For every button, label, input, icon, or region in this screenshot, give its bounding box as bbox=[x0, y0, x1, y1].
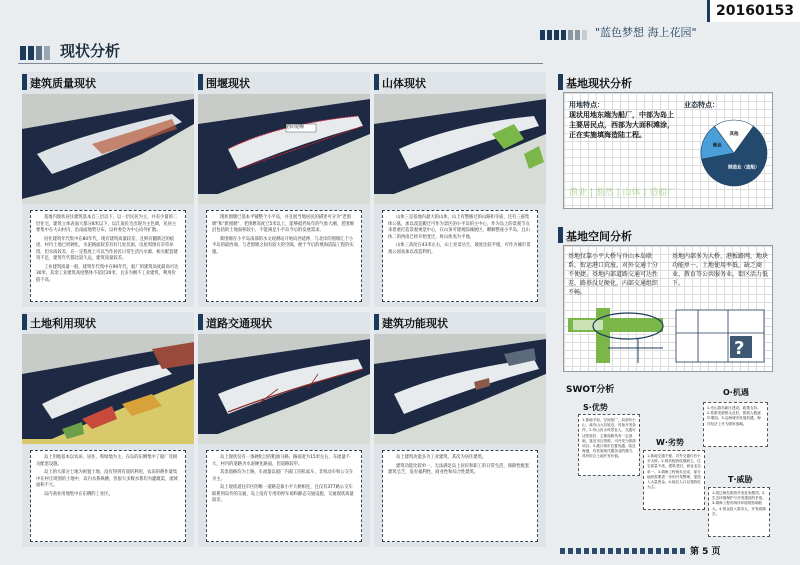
swot-s-label: S·优势 bbox=[583, 403, 608, 412]
paragraph: 居住建筑年代集中在80年代，现有建筑质量较差，且鲜有翻新过的痕迹，村内土地已经硬化，水泥路面较差有好几处坑洞，房屋周围有杂草环绕，但水质较差，在一定程度上可以当作居民日常生活污水源，相关配套建筑不足，建筑年代都比较久远，建筑质量较差。 bbox=[36, 236, 178, 261]
map-svg bbox=[22, 94, 194, 204]
map-svg bbox=[22, 334, 194, 444]
paragraph: 山体三高度在43米左右，山上亮景丛生，坡度比较平缓，可作为城市景观公园来加以改造利用。 bbox=[388, 243, 531, 255]
paragraph: 现状围堰已基本平铺整个小平岛，并且展当地居民的描述可分为"老围堰"和"新围堰"，老围堰高度已5米以上，能够抵挡每年的气象大潮，老围堰沿包括的土地面积较小，不能满足小平岛今后的发展需求。 bbox=[212, 215, 354, 233]
pie-label: 制造业（造船） bbox=[727, 165, 760, 171]
space-analysis-section bbox=[558, 225, 778, 375]
building-quality-text bbox=[30, 210, 186, 302]
paragraph: 岛内商业用地集中在东侧的工业区。 bbox=[44, 491, 113, 497]
pie-label: 其他 bbox=[729, 131, 739, 137]
section-accent bbox=[558, 74, 563, 90]
industry-pie-chart bbox=[699, 118, 769, 188]
map-svg bbox=[198, 94, 370, 204]
road-traffic-text bbox=[206, 450, 362, 542]
mountain-map bbox=[374, 94, 546, 204]
mountain-text bbox=[382, 210, 538, 302]
watermark-text: 渔业 | 豁然 | 山体 | 造船厂 bbox=[569, 188, 677, 198]
panel-building-quality bbox=[22, 72, 194, 307]
seawall-text bbox=[206, 210, 362, 302]
panel-title: 道路交通现状 bbox=[206, 317, 272, 330]
swot-section bbox=[558, 382, 778, 542]
land-use-text bbox=[30, 450, 186, 542]
swot-w-label: W·劣势 bbox=[656, 438, 684, 447]
panel-road-traffic bbox=[198, 312, 370, 547]
paragraph: 岛上的大部分土地为闲置土地，没有得到有效的利用，农田的耕作量集中在村庄周围的土地中，岛内水系纵横，但很大多数水系均为灌溉渠，流域面积不大。 bbox=[36, 470, 178, 488]
panel-accent bbox=[22, 74, 27, 90]
panel-accent bbox=[374, 74, 379, 90]
space-diagram bbox=[568, 308, 768, 366]
section-title: 基地空间分析 bbox=[566, 230, 632, 243]
section-accent bbox=[558, 227, 563, 243]
panel-accent bbox=[198, 74, 203, 90]
swot-t-label: T·威胁 bbox=[728, 475, 753, 484]
paragraph: 建筑功能比较单一，无法满足岛上居民和职工的日常生活，保障性配套建筑呈乏，没有福利性、商业性和综合性建筑。 bbox=[388, 463, 530, 475]
space-analysis-left-text: 基地仅靠小平大桥与舟山本岛联系，衔运港口荒废，对外交通十分不便捷。基地内部道路交通可达性差，路基没足硬化，内部交通组织不畅。 bbox=[568, 253, 659, 296]
panel-title: 土地利用现状 bbox=[30, 317, 96, 330]
swot-t-box: 1.周边海岛旅游开发竞争激烈。2.生态环境保护与开发建设的矛盾。3.填海工程对海洋环境的影响较大。4.资金投入需求大，开发周期长。 bbox=[708, 487, 770, 537]
panel-mountain bbox=[374, 72, 546, 307]
panel-building-function bbox=[374, 312, 546, 547]
paragraph: 山体三是基地内最大的山体，山上有整修过的山路和寺庙，还有三座集体公墓，加以改造搬迁可作为景区的小平岛的主中心，作为岛上的景观节点来着重打造景观视觉中心，在山顶可建观临城展区，瞭解整座小平岛，且山体二的西南已经开始变迁，将山体夷为平地。 bbox=[388, 215, 530, 240]
seawall-map bbox=[198, 94, 370, 204]
page-title: 现状分析 bbox=[60, 42, 121, 60]
base-status-box bbox=[563, 92, 773, 209]
panel-seawall bbox=[198, 72, 370, 307]
map-label: 现状堤堰 bbox=[284, 124, 305, 130]
land-use-map bbox=[22, 334, 194, 444]
panel-title: 围堰现状 bbox=[206, 77, 250, 90]
section-title: 基地现状分析 bbox=[566, 77, 632, 90]
svg-text:?: ? bbox=[734, 338, 745, 359]
building-function-map bbox=[374, 334, 546, 444]
project-subtitle: "蓝色梦想 海上花园" bbox=[595, 26, 697, 39]
page-number: 第 5 页 bbox=[690, 547, 721, 557]
swot-w-box: 1.基地交通不便，对外交通仅有小平大桥。2.现状配套设施缺乏，住宅质量不高，建筑老旧，商业业态单一。3.填海工程尚未完成，部分地块需要进一步的开发整理，需投入大量资金。4.地区人口以老龄化为主。 bbox=[643, 450, 705, 510]
map-svg bbox=[374, 334, 546, 444]
swot-s-box: 1.基地平坦，空间宽广，局部有小山，离舟山大岛较近，具备开发条件。2.有山有水风景宜人，交通可达性较好，主要道路具有一定基础，靠近市区资源，可开发为旅游项目。3.港口城市位置优越，临近海港，有发展现代服务业的潜力，具有综合土地开发价值。 bbox=[578, 414, 640, 476]
industry-label: 业态特点： bbox=[684, 101, 719, 109]
base-status-section bbox=[558, 72, 778, 212]
building-function-text bbox=[382, 450, 538, 542]
panel-accent bbox=[22, 314, 27, 330]
panel-accent bbox=[198, 314, 203, 330]
paragraph: 岛上现状仅有一条硬化过的粗油马路，路面宽为15米左右，车流量不大，村内的道路为水泥硬化路面，但道路较窄。 bbox=[212, 455, 351, 467]
space-analysis-right-text: 基地内部多为大桥、港板路网，地块功能单一，土地使用率低，缺乏商业、教育等公共服务业，街区活力低下。 bbox=[672, 253, 769, 287]
land-features-label: 用地特点： bbox=[569, 101, 604, 109]
swot-o-label: O·机遇 bbox=[723, 388, 749, 397]
map-svg bbox=[374, 94, 546, 204]
paragraph: 岛上现状道往市区的唯一道路是靠小平大桥相连，且仅有377路公交车联系到岛外的交通，岛上没有专用的停车场和静态交通设施，交通现状质量较差。 bbox=[212, 485, 354, 503]
panel-title: 建筑功能现状 bbox=[382, 317, 448, 330]
paragraph: 基地内现状居住建筑基本自三层以下，以一层民居为主，并有少量的二层住宅，建筑立体表面大都分8米以下，以江南民宅出现为主色调，民居主要集中在大山村内，沿南面地势分布，以村委会为中心向外扩散。 bbox=[36, 215, 178, 233]
panel-accent bbox=[374, 314, 379, 330]
paragraph: 工业建筑质量一般，建筑年代集中在90年代，船厂的建筑高度最高可达30米，其余工业建筑高度整体不超过20米，且多为倒不工业建筑，利用价值不高。 bbox=[36, 264, 179, 283]
land-features-text: 现状用地东端为船厂，中部为岛上主要居民点，西部为大面积滩涂，正在实施填海造陆工程。 bbox=[569, 111, 674, 139]
space-analysis-box bbox=[563, 245, 773, 372]
title-decoration bbox=[20, 42, 52, 61]
paragraph: 其余道路均为土路，车流量以船厂内部工的私家车、非机动车和公交车为主。 bbox=[212, 470, 354, 482]
date-label: 20160153 bbox=[707, 0, 800, 22]
road-traffic-map bbox=[198, 334, 370, 444]
pie-label: 商业 bbox=[712, 143, 722, 149]
header-stripes bbox=[540, 25, 589, 35]
panel-title: 山体现状 bbox=[382, 77, 426, 90]
building-quality-map bbox=[22, 94, 194, 204]
paragraph: 岛上建筑功能多为工业建筑，其次为居住建筑。 bbox=[396, 455, 487, 460]
title-divider bbox=[18, 63, 543, 64]
map-svg bbox=[198, 334, 370, 444]
panel-title: 建筑质量现状 bbox=[30, 77, 96, 90]
footer-stripes bbox=[560, 548, 685, 554]
panel-land-use bbox=[22, 312, 194, 547]
section-title: SWOT分析 bbox=[566, 385, 615, 395]
paragraph: 新围堰在小平岛南部的水文观测站开始向西延伸，与北岸的围堰汇于小平岛的最西端，与老围堰之间有较大的空隔，便于今后的填海造陆工程的实施。 bbox=[212, 236, 354, 255]
paragraph: 岛上用地基本以农田、居住、和绿地为主，在岛的东侧集中了船厂及相关配套设施。 bbox=[36, 455, 178, 467]
swot-o-box: 1.舟山群岛新区建设，政策支持。2.旅游发展势头良好，旅游人数逐年增加。3.沿海城市发展机遇，海洋经济上升为国家战略。 bbox=[703, 402, 768, 447]
